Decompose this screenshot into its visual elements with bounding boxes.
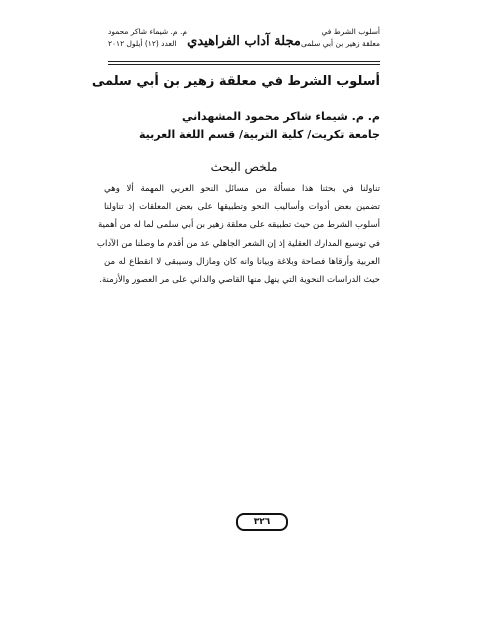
- abstract-line: أسلوب الشرط من حيث تطبيقه على معلقة زهير بن أبي سلمى لما له من أهمية: [97, 220, 380, 231]
- abstract-body: [96, 180, 380, 289]
- abstract-line: العربية وأرقاها فصاحة وبلاغة وبيانا وانه كان ومازال وسيبقى لا انقطاع له من: [104, 256, 380, 267]
- header-right-line2: معلقة زهير بن أبي سلمى: [300, 39, 380, 48]
- paper-title: أسلوب الشرط في معلقة زهير بن أبي سلمى: [91, 74, 380, 89]
- abstract-heading: ملخص البحث: [210, 160, 278, 174]
- header-left-line1: م. م. شيماء شاكر محمود: [108, 27, 187, 36]
- header-left-line2: العدد (١٢) أيلول ٢٠١٢: [108, 39, 177, 48]
- running-header: [108, 26, 380, 62]
- header-rule-top: [108, 61, 380, 62]
- header-rule-bottom: [108, 64, 380, 65]
- author-affiliation: جامعة تكريت/ كلية التربية/ قسم اللغة العربية: [138, 128, 380, 141]
- header-issue-ref: [108, 26, 187, 50]
- abstract-line: حيث الدراسات النحوية التي ينهل منها القاصي والداني على مر العصور والأزمنة.: [99, 275, 380, 286]
- journal-name: مجلة آداب الفراهيدي: [187, 34, 301, 49]
- page-number: ٣٢٦: [236, 513, 288, 531]
- header-right-line1: أسلوب الشرط في: [321, 27, 380, 36]
- abstract-line: في توسيع المدارك العقلية إذ إن الشعر الجاهلي عد من أقدم ما وصلنا من الآداب: [96, 238, 380, 249]
- abstract-line: تناولنا في بحثنا هذا مسألة من مسائل النحو العربي المهمة ألا وهي: [104, 184, 380, 194]
- paper-author: م. م. شيماء شاكر محمود المشهداني: [181, 110, 380, 123]
- abstract-line: تضمين بعض أدوات وأساليب النحو وتطبيقها على بعض المعلقات إذ تناولنا: [104, 202, 380, 213]
